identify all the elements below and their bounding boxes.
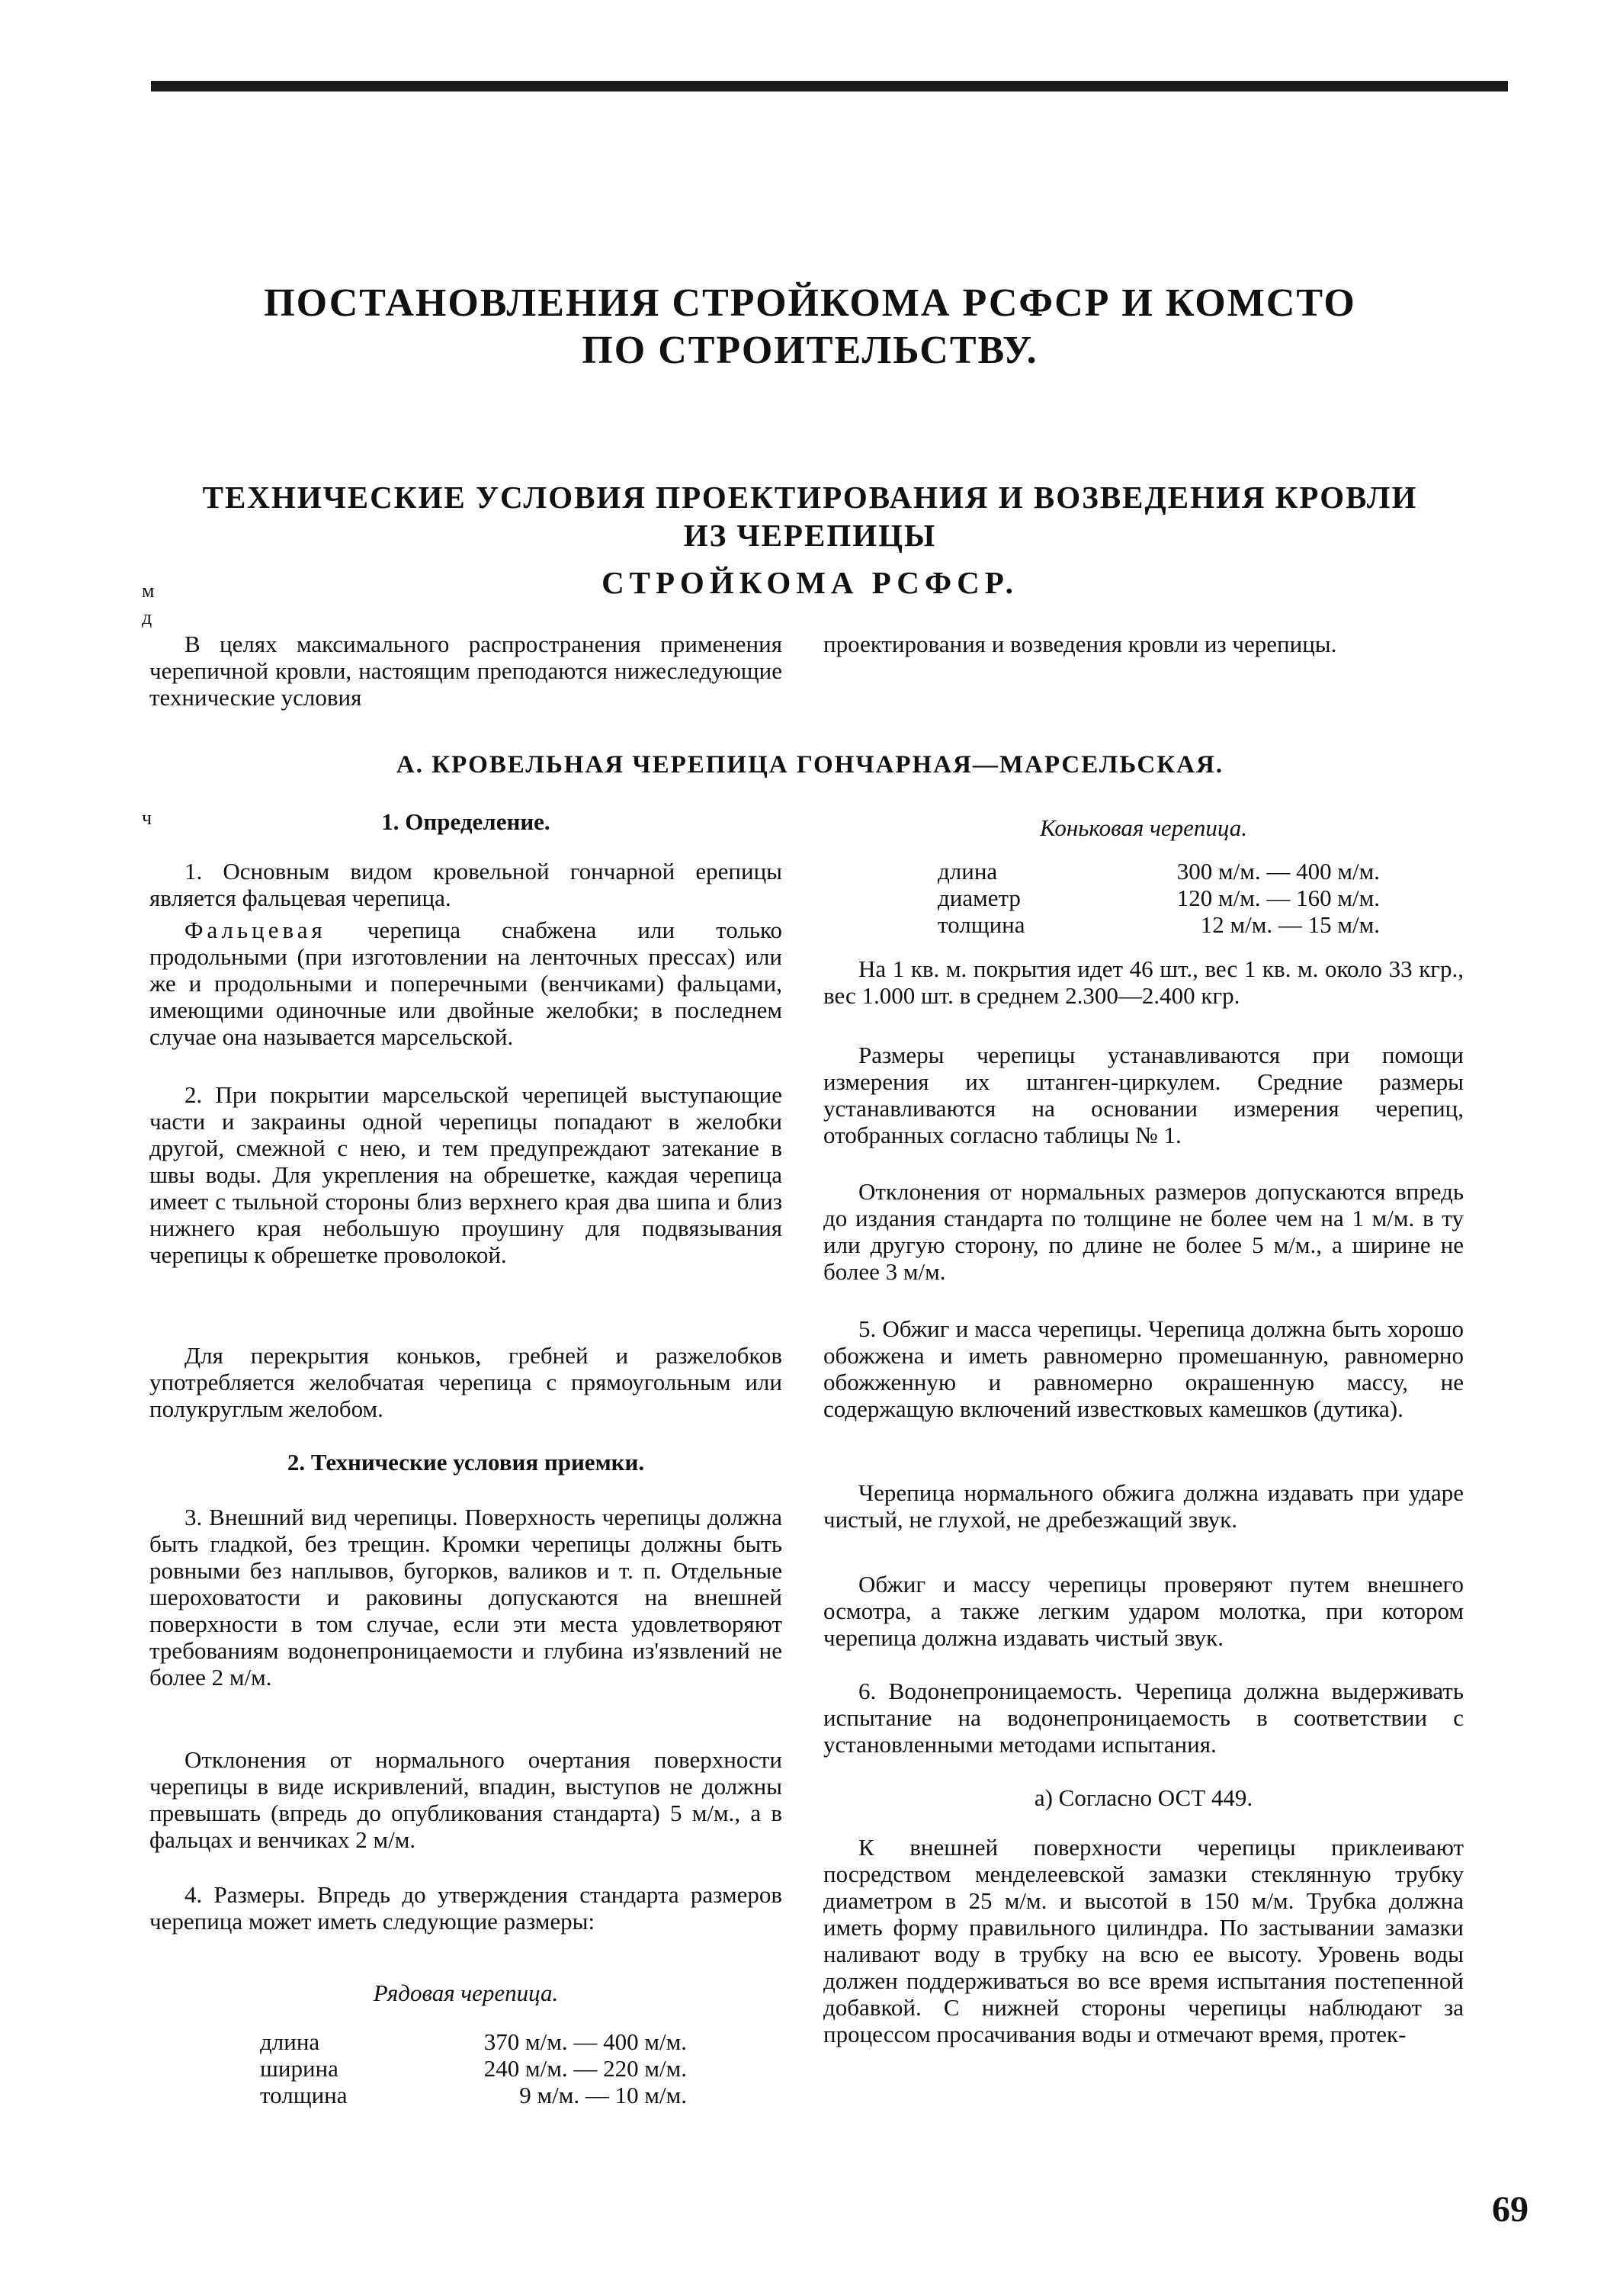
paragraph: Отклонения от нормального очертания поверхности черепицы в виде искривлений, впадин, выступов не должны превышать (впредь до опубликования стандарта) 5 м/м., а в фальцах и венчиках 2 м/м. (149, 1746, 782, 1853)
intro-text-right: проектирования и возведения кровли из черепицы. (823, 631, 1337, 657)
dim-label: толщина (938, 911, 1025, 938)
emphasis-text: Фальцевая (184, 917, 326, 943)
paragraph: Отклонения от нормальных размеров допускаются впредь до издания стандарта по толщине не более чем на 1 м/м. в ту или другую сторону, по длине не более 5 м/м., а ширине не более 3 м/м. (823, 1178, 1464, 1285)
table-row (260, 2028, 687, 2055)
heading-acceptance: 2. Технические условия приемки. (287, 1449, 645, 1476)
paragraph: 5. Обжиг и масса черепицы. Черепица должна быть хорошо обожжена и иметь равномерно промешанную, равномерно обожженную и равномерно окрашенную массу, не содержащую включений известковых камешков (дутика). (823, 1315, 1464, 1422)
margin-mark: д (142, 606, 152, 628)
dim-value: 370 м/м. — 400 м/м. (483, 2028, 687, 2055)
subheading-ost: а) Согласно ОСТ 449. (1034, 1784, 1253, 1811)
intro-text-left: В целях максимального распространения применения черепичной кровли, настоящим преподаются нижеследующие технические условия (149, 631, 782, 711)
dim-value: 120 м/м. — 160 м/м. (1176, 885, 1380, 911)
dim-label: толщина (260, 2082, 348, 2108)
row-tile-caption: Рядовая черепица. (373, 1980, 559, 2006)
doc-title-line-3: СТРОЙКОМА РСФСР. (601, 565, 1019, 600)
ridge-tile-caption: Коньковая черепица. (1039, 814, 1248, 841)
paragraph: Обжиг и массу черепицы проверяют путем внешнего осмотра, а также легким ударом молотка, при котором черепица должна издавать чистый звук. (823, 1571, 1464, 1651)
paragraph: Для перекрытия коньков, гребней и разжелобков употребляется желобчатая черепица с прямоугольным или полукруглым желобом. (149, 1342, 782, 1422)
row-tile-dimensions (260, 2028, 687, 2108)
paragraph: 6. Водонепроницаемость. Черепица должна выдерживать испытание на водонепроницаемость в соответствии с установленными методами испытания. (823, 1678, 1464, 1758)
heading-definition: 1. Определение. (381, 808, 550, 835)
paragraph: На 1 кв. м. покрытия идет 46 шт., вес 1 кв. м. около 33 кгр., вес 1.000 шт. в среднем 2.300—2.400 кгр. (823, 955, 1464, 1009)
paragraph: 1. Основным видом кровельной гончарной ерепицы является фальцевая черепица. (149, 858, 782, 911)
dim-label: длина (938, 858, 998, 885)
page-number: 69 (1492, 2189, 1529, 2230)
table-row (938, 885, 1380, 911)
main-title-line-1: ПОСТАНОВЛЕНИЯ СТРОЙКОМА РСФСР И КОМСТО (264, 281, 1356, 325)
paragraph: Размеры черепицы устанавливаются при помощи измерения их штанген-циркулем. Средние размеры устанавливаются на основании измерения черепиц, отобранных согласно таблицы № 1. (823, 1042, 1464, 1148)
paragraph: 2. При покрытии марсельской черепицей выступающие части и закраины одной черепицы попадают в желобки другой, смежной с нею, и тем предупреждают затекание в швы воды. Для укрепления на обрешетке, каждая черепица имеет с тыльной стороны близ верхнего края два шипа и близ нижнего края небольшую проушину для подвязывания черепицы к обрешетке проволокой. (149, 1081, 782, 1268)
doc-title-line-2: ИЗ ЧЕРЕПИЦЫ (683, 518, 937, 553)
table-row (260, 2082, 687, 2108)
paragraph: 3. Внешний вид черепицы. Поверхность черепицы должна быть гладкой, без трещин. Кромки черепицы должны быть ровными без наплывов, бугорков, валиков и т. п. Отдельные шероховатости и раковины допускаются на внешней поверхности в том случае, если эти места удовлетворяют требованиям водонепроницаемости и глубина из'язвлений не более 2 м/м. (149, 1504, 782, 1691)
section-a-heading: А. КРОВЕЛЬНАЯ ЧЕРЕПИЦА ГОНЧАРНАЯ—МАРСЕЛЬСКАЯ. (396, 751, 1224, 779)
margin-mark: ч (142, 807, 152, 829)
top-rule (151, 81, 1508, 92)
table-row (938, 911, 1380, 938)
dim-value: 240 м/м. — 220 м/м. (483, 2055, 687, 2082)
dim-label: длина (260, 2028, 320, 2055)
main-title-line-2: ПО СТРОИТЕЛЬСТВУ. (582, 329, 1038, 372)
paragraph (149, 917, 782, 1050)
paragraph: К внешней поверхности черепицы приклеивают посредством менделеевской замазки стеклянную трубку диаметром в 25 м/м. и высотой в 150 м/м. Трубка должна иметь форму правильного цилиндра. По застывании замазки наливают воду в трубку на всю ее высоту. Уровень воды должен поддерживаться во все время испытания постепенной добавкой. С нижней стороны черепицы наблюдают за процессом просачивания воды и отмечают время, протек- (823, 1834, 1464, 2047)
doc-title-line-1: ТЕХНИЧЕСКИЕ УСЛОВИЯ ПРОЕКТИРОВАНИЯ И ВОЗВЕДЕНИЯ КРОВЛИ (202, 480, 1418, 515)
dim-label: диаметр (938, 885, 1021, 911)
margin-mark: м (142, 580, 155, 602)
ridge-tile-dimensions (938, 858, 1380, 938)
dim-value: 12 м/м. — 15 м/м. (1200, 911, 1380, 938)
paragraph: Черепица нормального обжига должна издавать при ударе чистый, не глухой, не дребезжащий звук. (823, 1479, 1464, 1533)
table-row (938, 858, 1380, 885)
paragraph: 4. Размеры. Впредь до утверждения стандарта размеров черепица может иметь следующие размеры: (149, 1881, 782, 1935)
dim-label: ширина (260, 2055, 338, 2082)
dim-value: 9 м/м. — 10 м/м. (519, 2082, 687, 2108)
paragraph-text: черепица снабжена или только продольными (при изготовлении на ленточных прессах) или же и продольными и поперечными (венчиками) фальцами, имеющими одиночные или двойные желобки; в последнем случае она называется марсельской. (149, 917, 782, 1050)
dim-value: 300 м/м. — 400 м/м. (1176, 858, 1380, 885)
table-row (260, 2055, 687, 2082)
